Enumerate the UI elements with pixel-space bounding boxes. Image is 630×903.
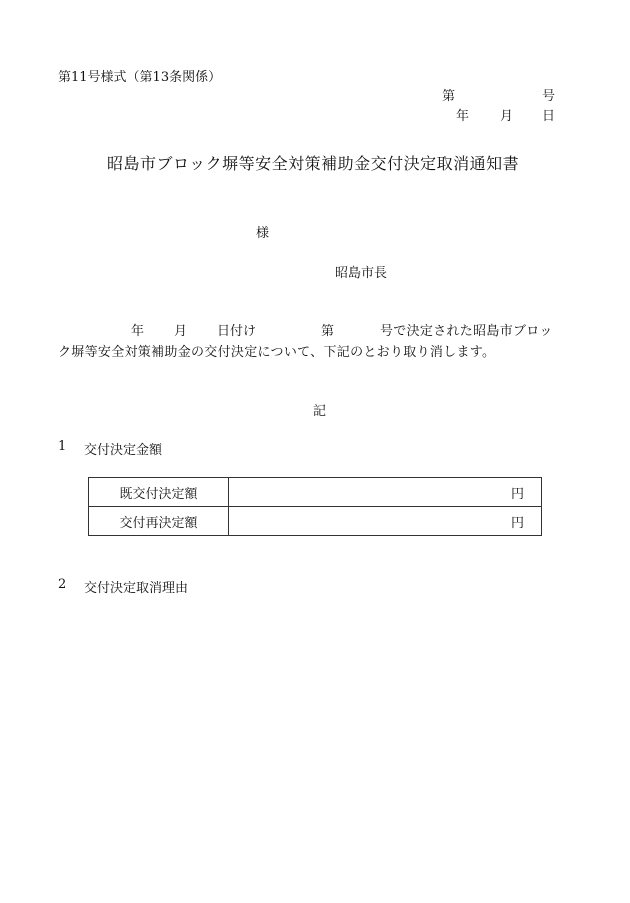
section2-title: 交付決定取消理由 [84,581,189,596]
body-dai: 第 [321,324,335,339]
body-year: 年 [131,324,145,339]
form-label: 第11号様式（第13条関係） [58,70,222,85]
table-row [89,507,542,536]
row-label: 交付再決定額 [89,507,229,536]
ki-heading: 記 [313,404,327,419]
date-year: 年 [456,109,470,124]
table-row [89,478,542,507]
body-line1-rest: 号で決定された昭島市ブロッ [380,324,553,339]
section1-title: 交付決定金額 [84,443,163,458]
sender-name: 昭島市長 [335,266,388,281]
date-day: 日 [542,109,556,124]
body-line2: ク塀等安全対策補助金の交付決定について、下記のとおり取り消します。 [58,345,496,360]
date-month: 月 [500,109,514,124]
body-month: 月 [174,324,188,339]
row-unit: 円 [229,478,542,507]
amounts-table [88,477,542,536]
document-title: 昭島市ブロック塀等安全対策補助金交付決定取消通知書 [107,154,520,173]
number-prefix: 第 [442,89,456,104]
row-label: 既交付決定額 [89,478,229,507]
section2-number: 2 [58,577,67,592]
addressee-suffix: 様 [256,226,270,241]
section1-number: 1 [58,439,67,454]
row-unit: 円 [229,507,542,536]
body-day: 日付け [217,324,257,339]
number-suffix: 号 [542,89,556,104]
